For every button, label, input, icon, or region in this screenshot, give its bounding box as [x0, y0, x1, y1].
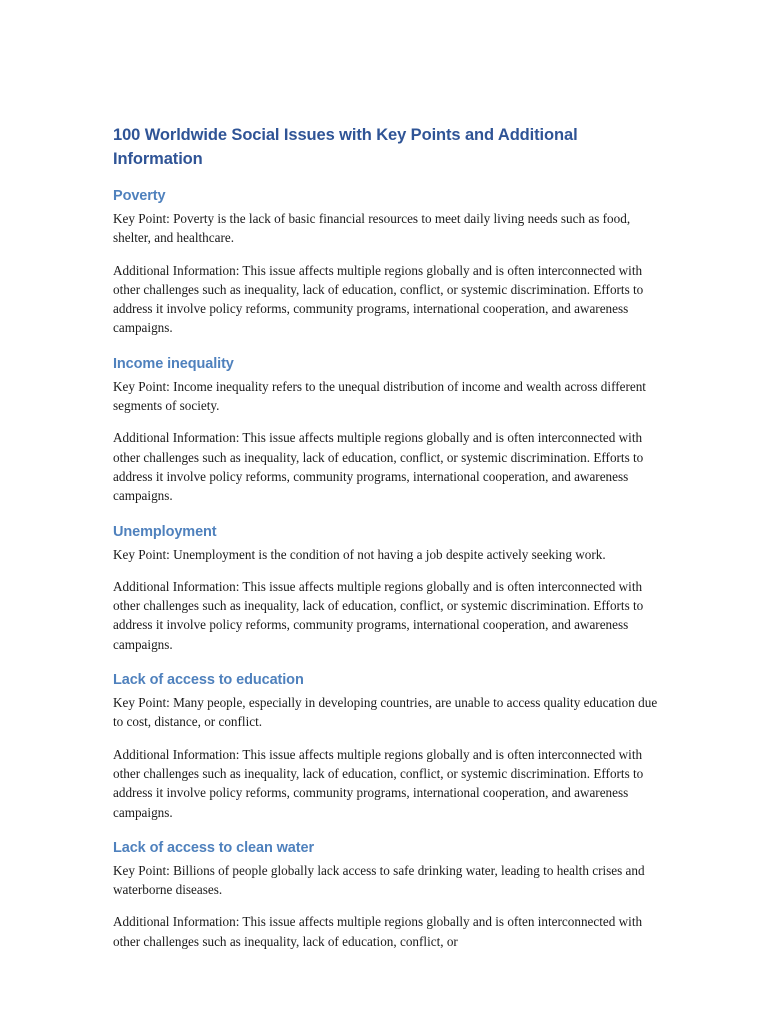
section-poverty [113, 185, 661, 338]
section-heading: Poverty [113, 188, 166, 204]
section-heading: Lack of access to education [113, 672, 304, 689]
additional-info-paragraph: Additional Information: This issue affects multiple regions globally and is often interconnected with other challenges such as inequality, lack of education, conflict, or systemic discrimination. Efforts to address it involve policy reforms, community programs, international cooperation, and awareness campaigns. [113, 746, 644, 820]
key-point-paragraph: Key Point: Unemployment is the condition of not having a job despite actively seeking work. [113, 546, 606, 562]
section-heading: Unemployment [113, 523, 217, 540]
section-unemployment [113, 521, 661, 654]
document-title: 100 Worldwide Social Issues with Key Points and Additional Information [113, 126, 578, 168]
document-body [113, 123, 661, 966]
key-point-paragraph: Key Point: Poverty is the lack of basic financial resources to meet daily living needs such as food, shelter, and healthcare. [113, 211, 631, 246]
section-heading: Income inequality [113, 355, 234, 372]
additional-info-paragraph: Additional Information: This issue affects multiple regions globally and is often interconnected with other challenges such as inequality, lack of education, conflict, or systemic discrimination. Efforts to address it involve policy reforms, community programs, international cooperation, and awareness campaigns. [113, 262, 644, 336]
additional-info-paragraph: Additional Information: This issue affects multiple regions globally and is often interconnected with other challenges such as inequality, lack of education, conflict, or systemic discrimination. Efforts to address it involve policy reforms, community programs, international cooperation, and awareness campaigns. [113, 430, 644, 504]
additional-info-paragraph: Additional Information: This issue affects multiple regions globally and is often interconnected with other challenges such as inequality, lack of education, conflict, or [113, 914, 643, 949]
key-point-paragraph: Key Point: Income inequality refers to the unequal distribution of income and wealth across different segments of society. [113, 378, 646, 414]
section-income-inequality [113, 353, 661, 506]
key-point-paragraph: Key Point: Billions of people globally lack access to safe drinking water, leading to health crises and waterborne diseases. [113, 862, 645, 898]
additional-info-paragraph: Additional Information: This issue affects multiple regions globally and is often interconnected with other challenges such as inequality, lack of education, conflict, or systemic discrimination. Efforts to address it involve policy reforms, community programs, international cooperation, and awareness campaigns. [113, 578, 644, 652]
section-lack-of-access-to-education [113, 669, 661, 822]
key-point-paragraph: Key Point: Many people, especially in developing countries, are unable to access quality education due to cost, distance, or conflict. [113, 695, 658, 730]
section-lack-of-access-to-clean-water [113, 837, 661, 951]
section-heading: Lack of access to clean water [113, 839, 315, 856]
